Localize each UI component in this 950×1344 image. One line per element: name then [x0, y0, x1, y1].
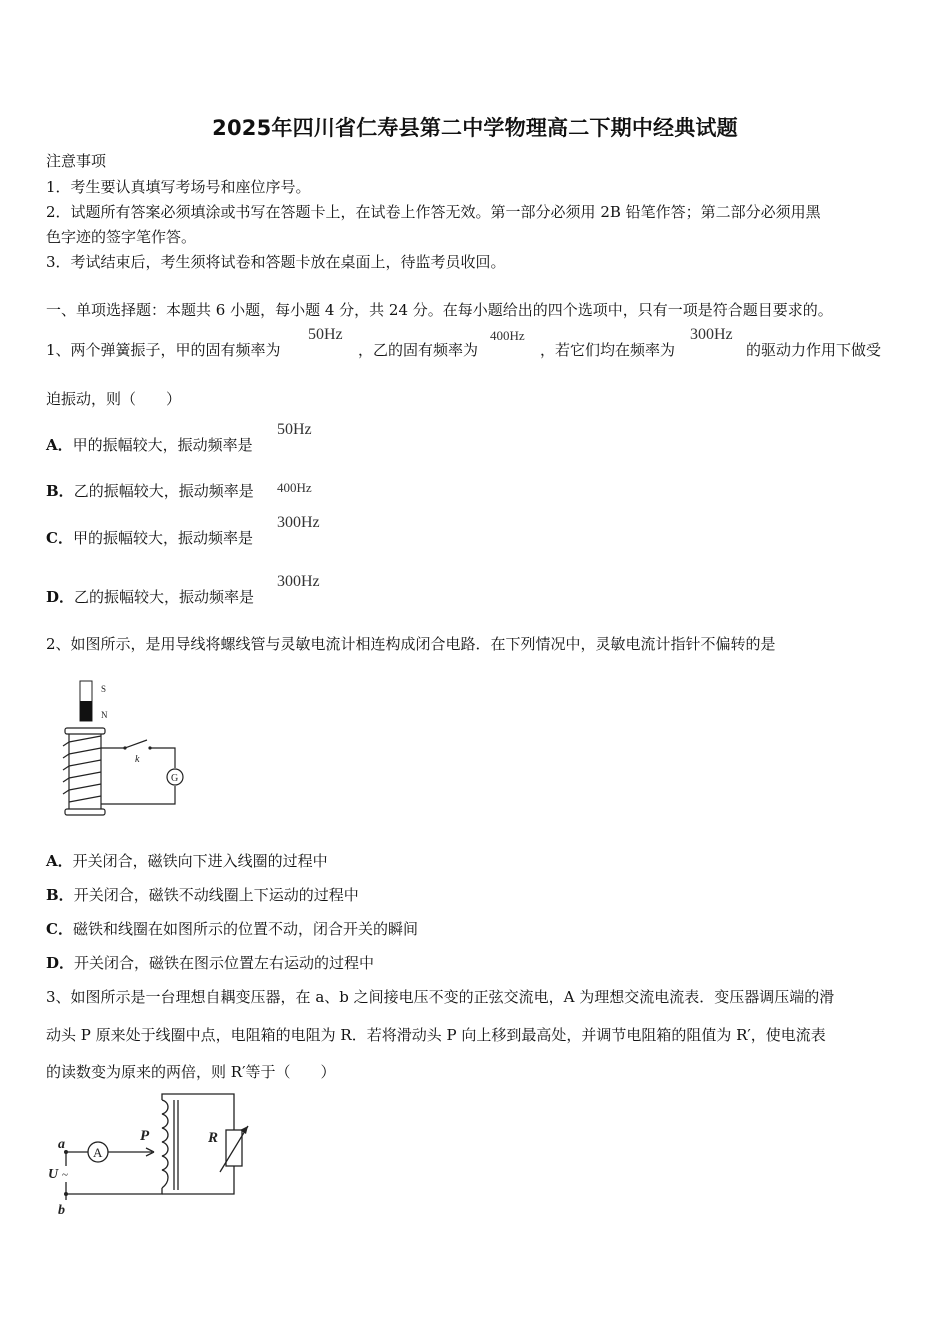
q2-stem: 2、如图所示，是用导线将螺线管与灵敏电流计相连构成闭合电路．在下列情况中，灵敏电流计指针不偏转的是: [46, 635, 776, 653]
notice-item-2-cont: 色字迹的签字笔作答。: [46, 228, 197, 246]
option-label: B．: [46, 886, 74, 904]
circuit-wires: [101, 740, 175, 804]
solenoid-coil: [63, 728, 105, 815]
switch-label: k: [135, 754, 140, 765]
q1-option-b-freq: 400Hz: [277, 480, 312, 495]
q2-option-b: [46, 885, 359, 905]
galvanometer-label: G: [171, 773, 179, 784]
magnet-n-label: N: [101, 710, 108, 720]
option-label: C．: [46, 529, 73, 547]
option-text: 开关闭合，磁铁不动线圈上下运动的过程中: [73, 886, 359, 904]
option-label: A．: [46, 852, 73, 870]
q3-stem-line1: 3、如图所示是一台理想自耦变压器，在 a、b 之间接电压不变的正弦交流电，A 为理想交流电流表．变压器调压端的滑: [46, 988, 835, 1006]
q1-freq1: 50Hz: [308, 326, 343, 343]
option-label: D．: [46, 588, 75, 606]
q1-stem-part3: ，若它们均在频率为: [540, 341, 676, 359]
label-a: a: [58, 1137, 65, 1152]
q1-option-a-freq: 50Hz: [277, 421, 312, 438]
option-text: 开关闭合，磁铁向下进入线圈的过程中: [72, 852, 328, 870]
option-text: 乙的振幅较大，振动频率是: [73, 482, 254, 500]
switch-contact: [148, 746, 151, 749]
q3-transformer-figure: [42, 1090, 262, 1220]
page-title: 2025年四川省仁寿县第二中学物理高二下期中经典试题: [212, 116, 738, 140]
option-label: B．: [46, 482, 74, 500]
q3-stem-line3: 的读数变为原来的两倍，则 R′等于（ ）: [46, 1063, 336, 1081]
notice-heading: 注意事项: [46, 152, 107, 170]
q2-option-a: [46, 851, 328, 871]
option-label: C．: [46, 920, 73, 938]
notice-item-3: 3．考试结束后，考生须将试卷和答题卡放在桌面上，待监考员收回。: [46, 253, 506, 271]
terminal-b: [64, 1192, 68, 1196]
q1-option-d: [46, 587, 254, 607]
switch-contact: [123, 746, 126, 749]
q3-stem-line2: 动头 P 原来处于线圈中点，电阻箱的电阻为 R．若将滑动头 P 向上移到最高处，并调节电阻箱的阻值为 R′，使电流表: [46, 1026, 826, 1044]
resistor-label: R: [208, 1130, 219, 1146]
slider-p-label: P: [140, 1128, 150, 1144]
q1-freq2: 400Hz: [490, 328, 525, 343]
q2-solenoid-figure: [55, 676, 190, 831]
q2-option-c: [46, 919, 418, 939]
q1-stem-part2: ，乙的固有频率为: [358, 341, 479, 359]
q1-option-a: [46, 435, 253, 455]
label-u: U: [48, 1167, 59, 1182]
option-text: 甲的振幅较大，振动频率是: [72, 436, 253, 454]
option-text: 甲的振幅较大，振动频率是: [72, 529, 253, 547]
q1-option-c: [46, 528, 253, 548]
ammeter-label: A: [93, 1145, 103, 1160]
q1-option-c-freq: 300Hz: [277, 514, 320, 531]
q2-option-d: [46, 953, 374, 973]
q1-option-d-freq: 300Hz: [277, 573, 320, 590]
q1-stem-line2: 迫振动，则（ ）: [46, 390, 182, 408]
option-text: 乙的振幅较大，振动频率是: [74, 588, 255, 606]
notice-item-2: 2．试题所有答案必须填涂或书写在答题卡上，在试卷上作答无效。第一部分必须用 2B 铅笔作答；第二部分必须用黑: [46, 203, 821, 221]
section-heading: 一、单项选择题：本题共 6 小题，每小题 4 分，共 24 分。在每小题给出的四个选项中，只有一项是符合题目要求的。: [46, 301, 833, 319]
option-text: 磁铁和线圈在如图所示的位置不动，闭合开关的瞬间: [72, 920, 418, 938]
q1-option-b: [46, 481, 254, 501]
ac-symbol-icon: ~: [62, 1169, 68, 1181]
magnet-s-label: S: [101, 684, 107, 694]
magnet-n-pole: [80, 701, 92, 721]
q1-stem-part4: 的驱动力作用下做受: [746, 341, 882, 359]
option-label: A．: [46, 436, 73, 454]
q1-stem-part1: 1、两个弹簧振子，甲的固有频率为: [46, 341, 281, 359]
option-label: D．: [46, 954, 75, 972]
notice-item-1: 1．考生要认真填写考场号和座位序号。: [46, 178, 311, 196]
option-text: 开关闭合，磁铁在图示位置左右运动的过程中: [74, 954, 375, 972]
q1-freq3: 300Hz: [690, 326, 733, 343]
label-b: b: [58, 1203, 65, 1218]
